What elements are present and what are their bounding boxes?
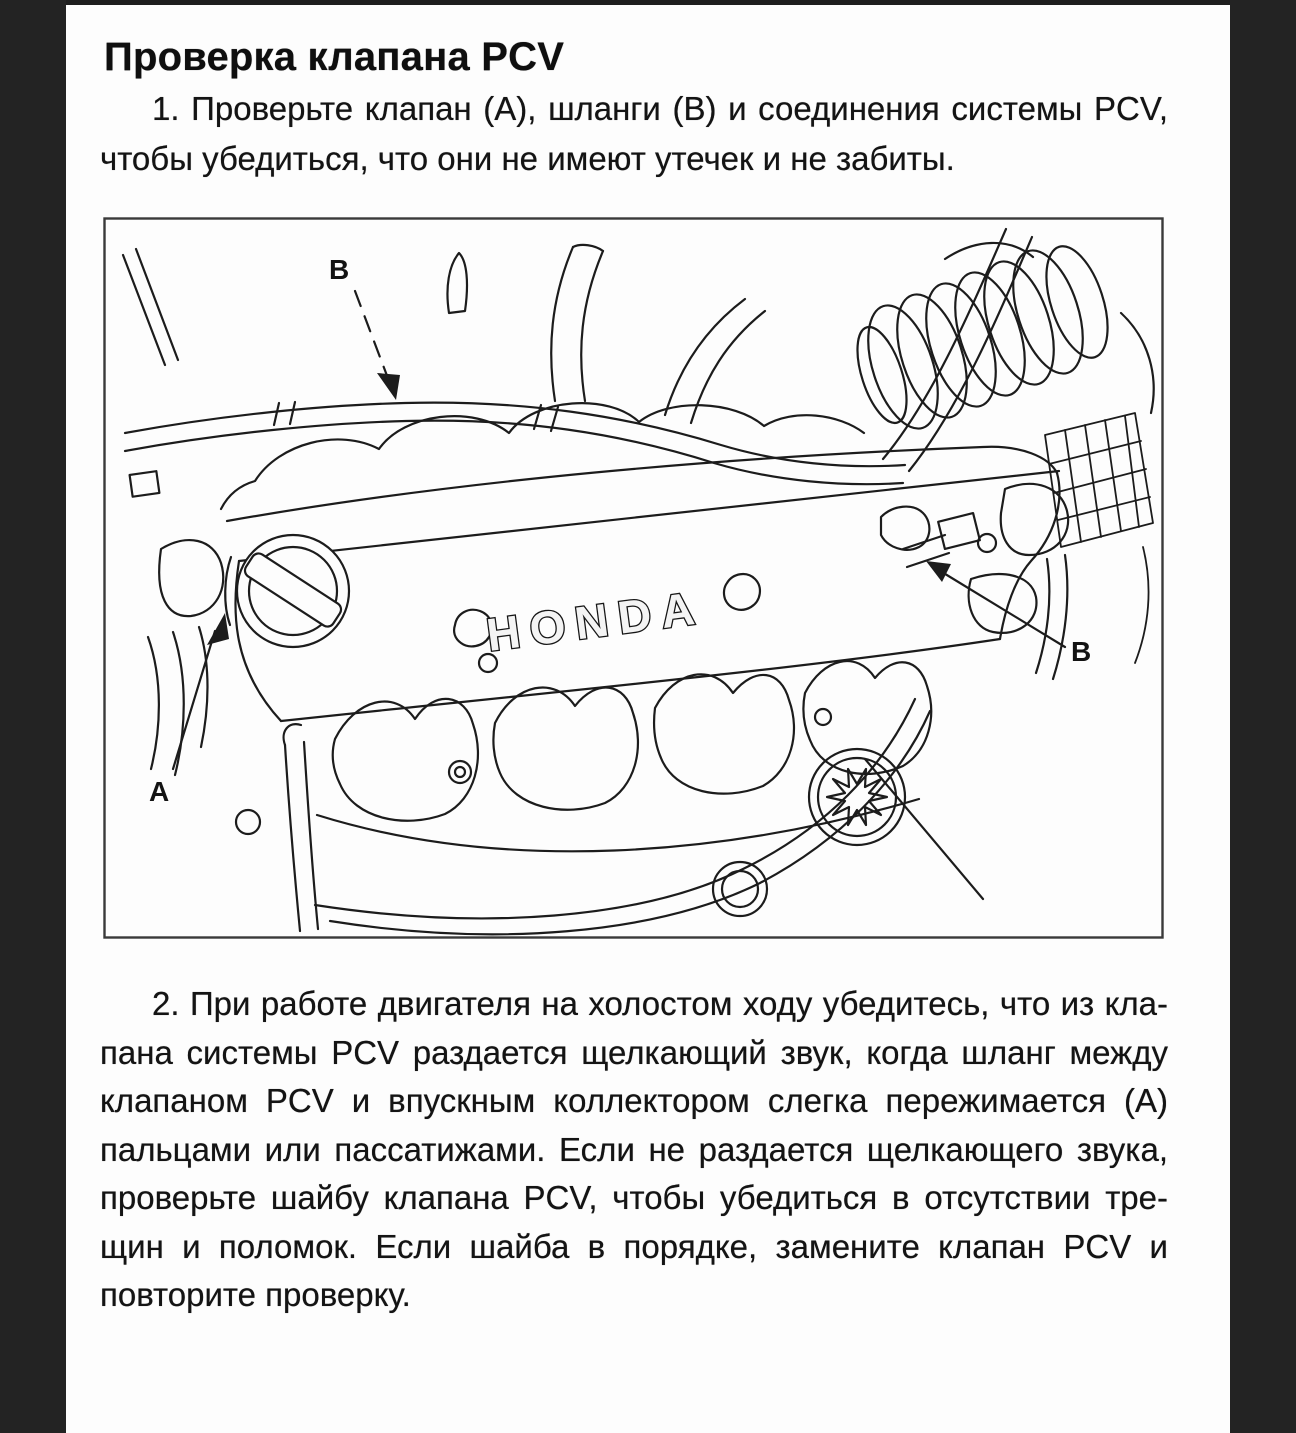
breather-tubes xyxy=(551,245,765,423)
arrowhead-b-valve xyxy=(926,561,951,582)
dipstick-tube xyxy=(284,724,318,931)
background-lines xyxy=(123,249,467,365)
right-letterbox-bar xyxy=(1230,0,1296,1433)
step2-line: проверьте шайбу клапана PCV, чтобы убедиться в отсутствии тре- xyxy=(100,1179,1168,1216)
right-side-parts xyxy=(865,484,1068,899)
engine-diagram-svg xyxy=(103,217,1164,939)
valve-cover-brand-text: HONDA xyxy=(483,580,708,661)
oil-filler-cap xyxy=(225,535,349,647)
valve-cover xyxy=(227,447,1059,721)
label-leaders xyxy=(173,291,1065,769)
engine-figure-frame xyxy=(103,217,1164,939)
step2-line: пальцами или пассатижами. Если не раздается щелкающего звука, xyxy=(100,1130,1168,1168)
diagonal-pipe xyxy=(883,229,1032,471)
step1-line: 1. Проверьте клапан (А), шланги (В) и соединения системы PCV, xyxy=(152,90,1168,127)
label-b-hose: B xyxy=(329,254,350,285)
heat-shield-grid xyxy=(1045,413,1153,663)
step2-line: повторите проверку. xyxy=(100,1276,411,1313)
label-a: A xyxy=(149,776,170,807)
left-brackets xyxy=(130,471,224,775)
step1-paragraph xyxy=(100,84,1168,184)
step2-line: клапаном PCV и впускным коллектором слегка пережимается (А) xyxy=(100,1082,1168,1119)
step1-line: чтобы убедиться, что они не имеют утечек и не забиты. xyxy=(100,140,955,177)
pcv-valve-fitting xyxy=(881,507,980,567)
left-letterbox-bar xyxy=(0,0,66,1433)
label-b-valve: B xyxy=(1071,636,1092,667)
page-title: Проверка клапана PCV xyxy=(104,34,565,79)
arrowhead-a xyxy=(207,613,229,645)
intake-duct-ribs xyxy=(848,239,1154,437)
breather-hose-loop xyxy=(315,699,930,934)
step2-line: щин и поломок. Если шайба в порядке, замените клапан PCV и xyxy=(100,1227,1168,1265)
step2-line: 2. При работе двигателя на холостом ходу убедитесь, что из кла- xyxy=(152,985,1168,1022)
top-letterbox-strip xyxy=(0,0,1296,5)
arrowhead-b-hose xyxy=(377,373,400,400)
cam-pulley xyxy=(809,749,905,845)
step2-line: пана системы PCV раздается щелкающий звук, когда шланг между xyxy=(100,1033,1168,1071)
pcv-hose xyxy=(125,402,905,484)
step2-paragraph xyxy=(100,980,1168,1320)
